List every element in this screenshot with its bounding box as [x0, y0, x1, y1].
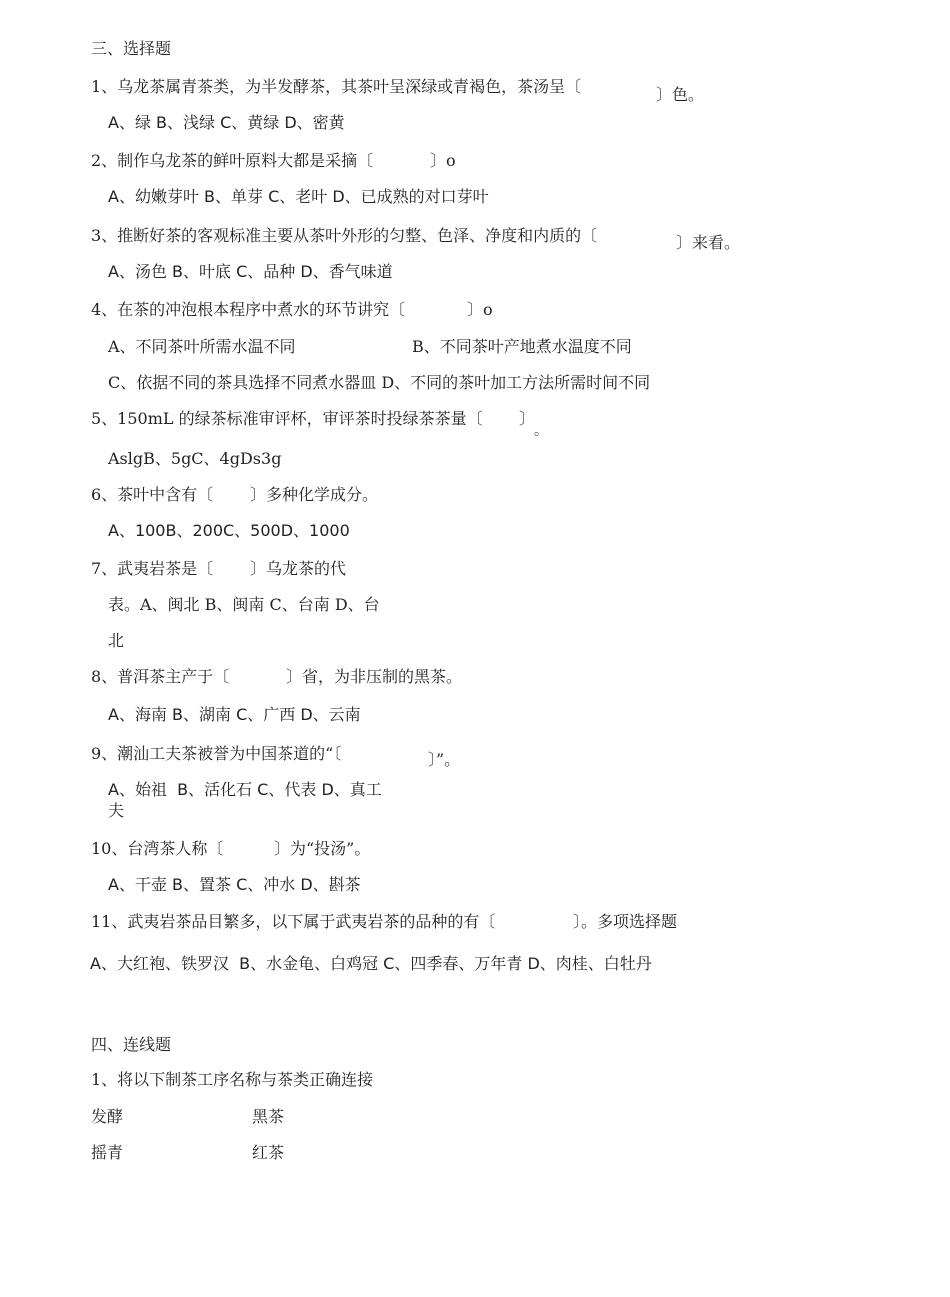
matching-left-item: 发酵	[91, 1107, 124, 1126]
question-5-stem: 5、150mL 的绿茶标准审评杯，审评茶时投绿茶茶量〔	[91, 409, 483, 428]
matching-left-item: 摇青	[91, 1143, 124, 1162]
section-4-title: 四、连线题	[91, 1035, 172, 1054]
matching-right-item: 黑茶	[252, 1107, 285, 1126]
question-10-tail: 〕为“投汤”。	[274, 839, 371, 858]
question-9-stem: 9、潮汕工夫茶被誉为中国茶道的“〔	[91, 744, 342, 763]
section-3-title: 三、选择题	[91, 39, 172, 58]
question-9-options-continued: 夫	[108, 801, 125, 820]
question-9-tail: 〕”。	[428, 750, 461, 769]
question-6-tail: 〕多种化学成分。	[250, 485, 379, 504]
question-11-options: A、大红袍、铁罗汉 B、水金龟、白鸡冠 C、四季春、万年青 D、肉桂、白牡丹	[90, 954, 652, 973]
question-5-tail: 〕	[519, 409, 536, 428]
question-5-dot: 。	[534, 423, 548, 439]
question-10-options: A、干壶 B、置茶 C、冲水 D、斟茶	[108, 875, 361, 894]
question-11-tail: 〕。多项选择题	[573, 912, 678, 931]
question-3-tail: 〕来看。	[676, 233, 741, 252]
question-1-tail: 〕色。	[656, 85, 705, 104]
question-5-options: AslgB、5gC、4gDs3g	[108, 449, 282, 468]
question-4-tail: 〕o	[467, 300, 493, 319]
question-3-options: A、汤色 B、叶底 C、品种 D、香气味道	[108, 262, 393, 281]
question-2-stem: 2、制作乌龙茶的鲜叶原料大都是采摘〔	[91, 151, 374, 170]
matching-question-1: 1、将以下制茶工序名称与茶类正确连接	[91, 1070, 374, 1089]
question-11-stem: 11、武夷岩茶品目繁多，以下属于武夷岩茶的品种的有〔	[91, 912, 496, 931]
question-2-options: A、幼嫩芽叶 B、单芽 C、老叶 D、已成熟的对口芽叶	[108, 187, 489, 206]
question-4-stem: 4、在茶的冲泡根本程序中煮水的环节讲究〔	[91, 300, 406, 319]
question-8-tail: 〕省，为非压制的黑茶。	[286, 667, 463, 686]
question-7-line-3: 北	[108, 631, 125, 650]
question-7-stem: 7、武夷岩茶是〔	[91, 559, 214, 578]
question-6-stem: 6、茶叶中含有〔	[91, 485, 214, 504]
matching-right-item: 红茶	[252, 1143, 285, 1162]
question-8-options: A、海南 B、湖南 C、广西 D、云南	[108, 705, 361, 724]
question-9-options: A、始祖 B、活化石 C、代表 D、真工	[108, 780, 382, 799]
question-7-line-2: 表。A、闽北 B、闽南 C、台南 D、台	[108, 595, 380, 614]
question-4-option-b: B、不同茶叶产地煮水温度不同	[412, 337, 632, 356]
question-1-stem: 1、乌龙茶属青茶类，为半发酵茶，其茶叶呈深绿或青褐色，茶汤呈〔	[91, 77, 582, 96]
question-10-stem: 10、台湾茶人称〔	[91, 839, 224, 858]
question-8-stem: 8、普洱茶主产于〔	[91, 667, 230, 686]
question-2-tail: 〕o	[430, 151, 456, 170]
question-6-options: A、100B、200C、500D、1000	[108, 521, 350, 540]
question-1-options: A、绿 B、浅绿 C、黄绿 D、密黄	[108, 113, 345, 132]
question-7-tail: 〕乌龙茶的代	[250, 559, 347, 578]
question-4-option-cd: C、依据不同的茶具选择不同煮水器皿 D、不同的茶叶加工方法所需时间不同	[108, 373, 651, 392]
question-4-option-a: A、不同茶叶所需水温不同	[108, 337, 296, 356]
question-3-stem: 3、推断好茶的客观标准主要从茶叶外形的匀整、色泽、净度和内质的〔	[91, 226, 598, 245]
